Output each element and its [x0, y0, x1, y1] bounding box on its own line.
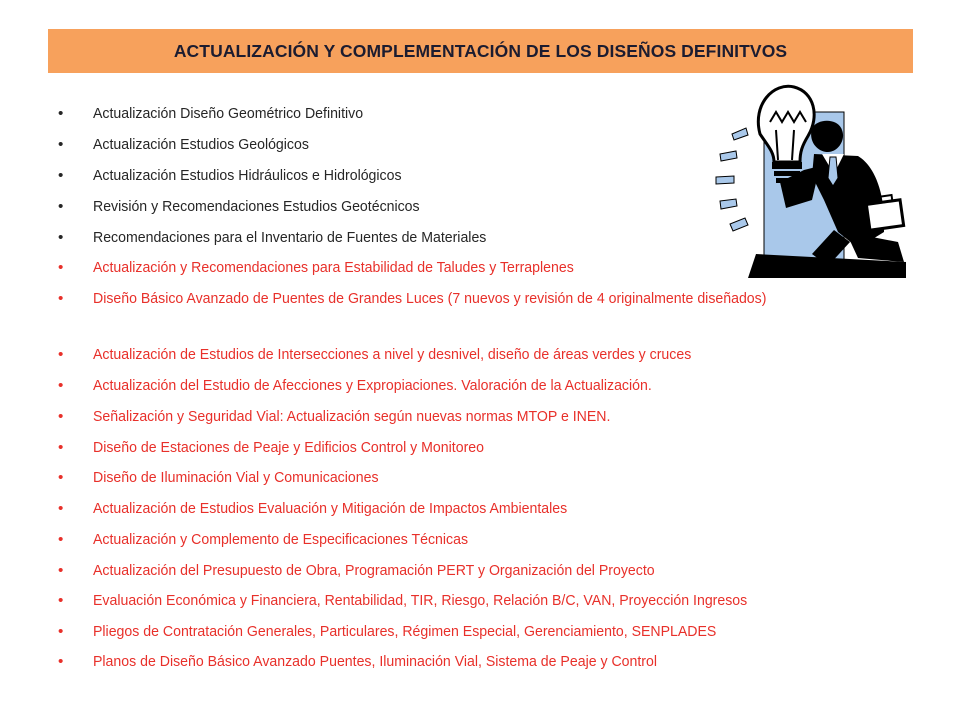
bullet-dot: • [58, 653, 64, 670]
bullet-dot: • [58, 439, 64, 456]
list-item-text: Recomendaciones para el Inventario de Fuentes de Materiales [93, 229, 487, 246]
list-item [58, 591, 908, 611]
bullet-dot: • [58, 229, 64, 246]
list-item-text: Pliegos de Contratación Generales, Particulares, Régimen Especial, Gerenciamiento, SENPLADES [93, 623, 717, 640]
list-item-text: Actualización Estudios Hidráulicos e Hidrológicos [93, 167, 402, 184]
list-item [58, 345, 908, 365]
bullet-dot: • [58, 290, 64, 307]
bullet-dot: • [58, 346, 64, 363]
slide-title: ACTUALIZACIÓN Y COMPLEMENTACIÓN DE LOS DISEÑOS DEFINITVOS [173, 40, 788, 61]
bullet-dot: • [58, 198, 64, 215]
bullet-dot: • [58, 377, 64, 394]
list-item [58, 561, 908, 581]
list-item [58, 530, 908, 550]
list-item [58, 376, 908, 396]
list-item-text: Revisión y Recomendaciones Estudios Geotécnicos [93, 198, 420, 215]
bullet-dot: • [58, 408, 64, 425]
list-item-text: Señalización y Seguridad Vial: Actualización según nuevas normas MTOP e INEN. [93, 408, 611, 425]
list-item-text: Actualización del Estudio de Afecciones y Expropiaciones. Valoración de la Actualización. [93, 377, 652, 394]
list-item-text: Actualización de Estudios Evaluación y Mitigación de Impactos Ambientales [93, 500, 568, 517]
list-item [58, 622, 908, 642]
list-item [58, 499, 908, 519]
bullet-dot: • [58, 167, 64, 184]
list-item-text: Planos de Diseño Básico Avanzado Puentes, Iluminación Vial, Sistema de Peaje y Control [93, 653, 658, 670]
bullet-dot: • [58, 136, 64, 153]
list-item [58, 438, 908, 458]
list-item-text: Diseño de Iluminación Vial y Comunicaciones [93, 469, 379, 486]
bullet-dot: • [58, 562, 64, 579]
bullet-dot: • [58, 623, 64, 640]
list-item [58, 407, 908, 427]
list-item-text: Actualización y Complemento de Especificaciones Técnicas [93, 531, 469, 548]
list-item-text: Actualización y Recomendaciones para Estabilidad de Taludes y Terraplenes [93, 259, 574, 276]
bullet-dot: • [58, 469, 64, 486]
list-item [58, 468, 908, 488]
list-item-text: Actualización Diseño Geométrico Definitivo [93, 105, 364, 122]
bullet-dot: • [58, 105, 64, 122]
list-item [58, 652, 908, 672]
bullet-dot: • [58, 259, 64, 276]
list-item-text: Evaluación Económica y Financiera, Rentabilidad, TIR, Riesgo, Relación B/C, VAN, Proyección Ingresos [93, 592, 748, 609]
list-item-text: Actualización de Estudios de Intersecciones a nivel y desnivel, diseño de áreas verdes y cruces [93, 346, 692, 363]
list-item-text: Diseño Básico Avanzado de Puentes de Grandes Luces (7 nuevos y revisión de 4 originalmente diseñados) [93, 290, 767, 307]
businessman-lightbulb-icon [708, 82, 908, 282]
list-item-text: Actualización Estudios Geológicos [93, 136, 309, 153]
list-item [58, 289, 908, 309]
list-item-text: Actualización del Presupuesto de Obra, Programación PERT y Organización del Proyecto [93, 562, 655, 579]
bullet-dot: • [58, 592, 64, 609]
bullet-dot: • [58, 500, 64, 517]
list-item-text: Diseño de Estaciones de Peaje y Edificios Control y Monitoreo [93, 439, 484, 456]
bullet-dot: • [58, 531, 64, 548]
